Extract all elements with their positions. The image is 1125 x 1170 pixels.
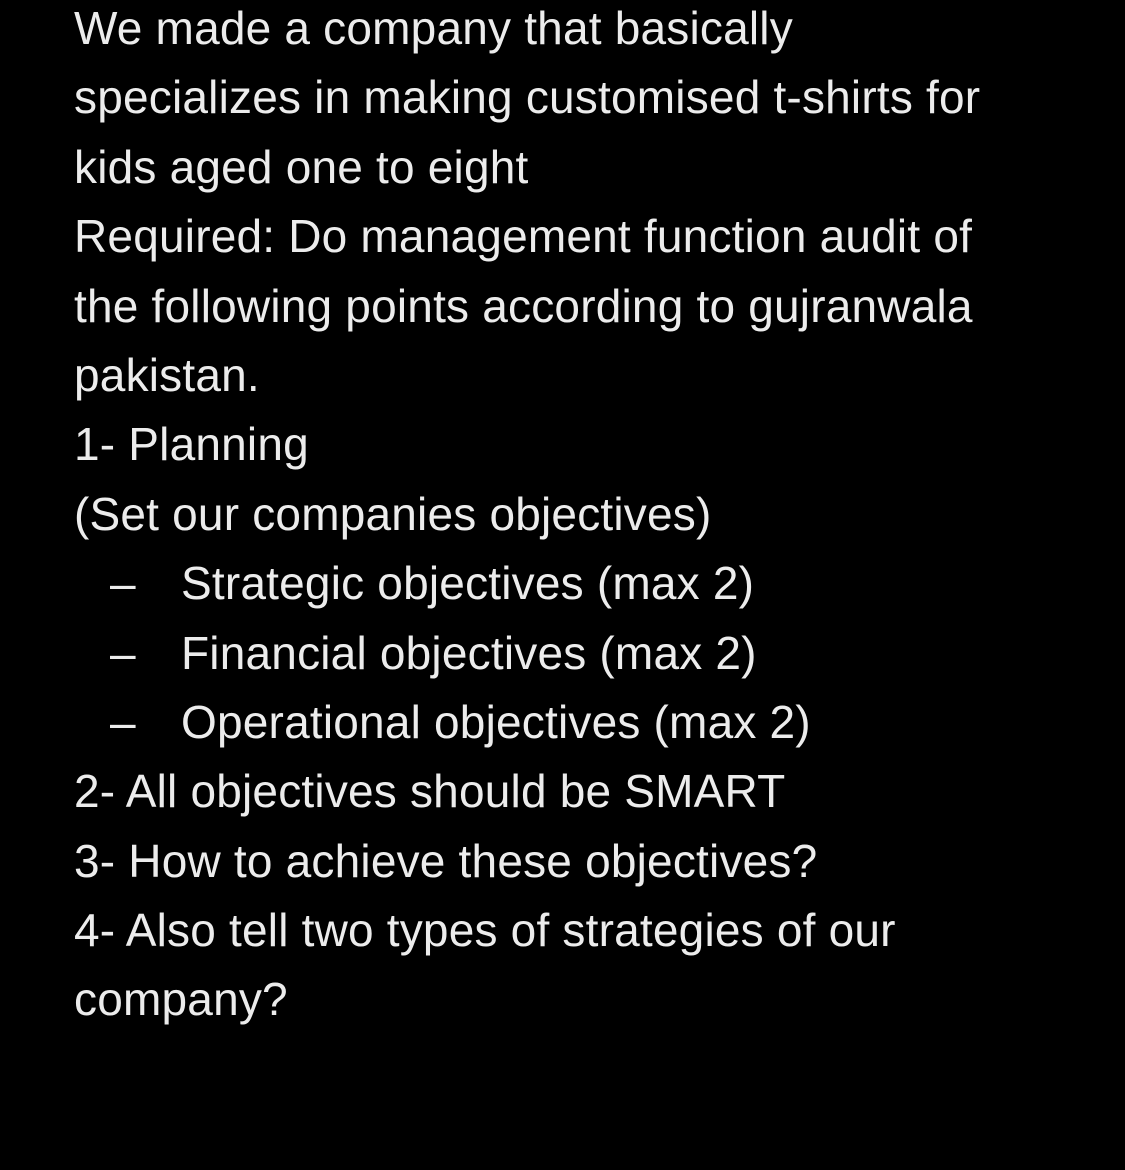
required-line-3: pakistan.	[74, 348, 260, 401]
required-line-2: the following points according to gujranwala	[74, 279, 973, 332]
note-text-block	[74, 0, 1074, 1035]
required-line-1: Required: Do management function audit of	[74, 210, 973, 263]
intro-line-2: specializes in making customised t-shirts for	[74, 71, 981, 124]
bullet-financial-objectives: Financial objectives (max 2)	[181, 626, 757, 679]
bullet-strategic-objectives: Strategic objectives (max 2)	[181, 557, 755, 610]
point-3: 3- How to achieve these objectives?	[74, 834, 818, 887]
bullet-item	[74, 688, 1074, 757]
bullet-operational-objectives: Operational objectives (max 2)	[181, 695, 811, 748]
point-4-line-2: company?	[74, 973, 288, 1026]
bullet-dash-icon: –	[110, 626, 136, 679]
point-1-subtitle: (Set our companies objectives)	[74, 487, 712, 540]
intro-line-1: We made a company that basically	[74, 2, 793, 54]
point-1-title: 1- Planning	[74, 418, 309, 471]
bullet-dash-icon: –	[110, 695, 136, 748]
bullet-dash-icon: –	[110, 557, 136, 610]
intro-line-3: kids aged one to eight	[74, 140, 529, 193]
point-4-line-1: 4- Also tell two types of strategies of our	[74, 904, 896, 957]
bullet-item	[74, 619, 1074, 688]
point-2: 2- All objectives should be SMART	[74, 765, 786, 818]
bullet-item	[74, 549, 1074, 618]
